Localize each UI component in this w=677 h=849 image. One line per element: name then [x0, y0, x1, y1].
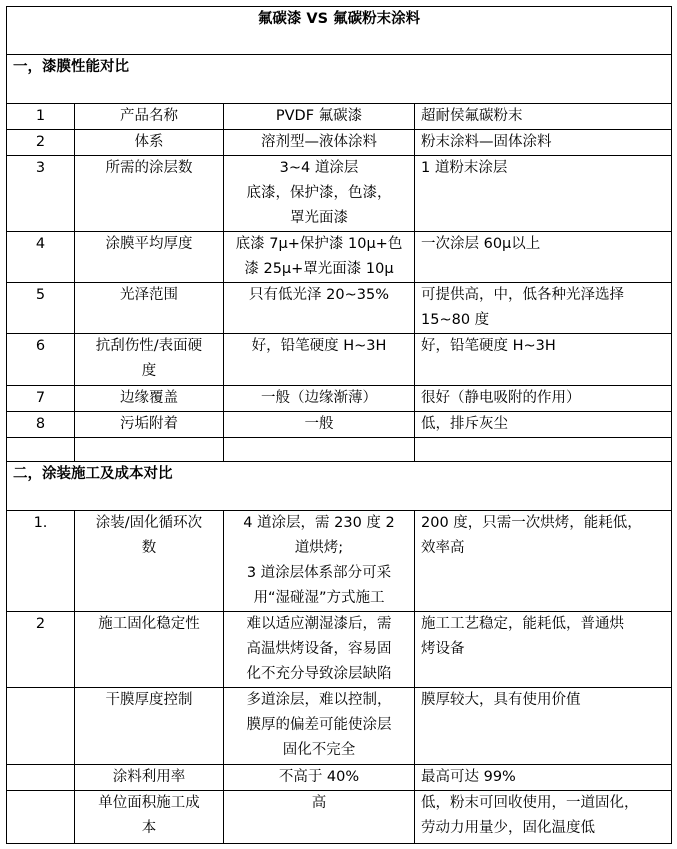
powder-value-line: 低，排斥灰尘 — [421, 416, 508, 432]
table-row — [7, 156, 672, 232]
pvdf-value-line: 3~4 道涂层 — [279, 160, 359, 176]
powder-value — [415, 438, 672, 462]
item-name-line: 涂料利用率 — [112, 769, 186, 785]
item-name — [75, 283, 224, 334]
table-row — [7, 688, 672, 765]
item-name — [75, 612, 224, 688]
pvdf-value-line: 化不充分导致涂层缺陷 — [246, 666, 392, 682]
item-name — [75, 511, 224, 612]
pvdf-value-line: 罩光面漆 — [290, 210, 348, 226]
section-heading-film-performance: 一，漆膜性能对比 — [7, 55, 672, 104]
item-name-line: 污垢附着 — [120, 416, 178, 432]
powder-value-line: 效率高 — [421, 540, 465, 556]
pvdf-value-line: 3 道涂层体系部分可采 — [246, 565, 392, 581]
table-row — [7, 130, 672, 156]
item-name — [75, 791, 224, 844]
pvdf-value — [224, 104, 415, 130]
row-number: 1. — [7, 511, 75, 612]
powder-value — [415, 156, 672, 232]
powder-value — [415, 688, 672, 765]
document-title: 氟碳漆 VS 氟碳粉末涂料 — [7, 7, 672, 55]
table-row — [7, 438, 672, 462]
section-heading-application-cost: 二，涂装施工及成本对比 — [7, 462, 672, 511]
pvdf-value-line: 道烘烤; — [294, 540, 344, 556]
row-number — [7, 688, 75, 765]
powder-value-line: 粉末涂料—固体涂料 — [421, 134, 552, 150]
table-row — [7, 612, 672, 688]
pvdf-value — [224, 765, 415, 791]
powder-value — [415, 791, 672, 844]
pvdf-value-line: 膜厚的偏差可能使涂层 — [246, 717, 392, 733]
item-name — [75, 232, 224, 283]
table-row — [7, 334, 672, 386]
powder-value — [415, 334, 672, 386]
pvdf-value-line: 多道涂层，难以控制， — [246, 692, 392, 708]
row-number: 2 — [7, 612, 75, 688]
pvdf-value — [224, 130, 415, 156]
item-name — [75, 104, 224, 130]
table-row — [7, 104, 672, 130]
table-row — [7, 511, 672, 612]
powder-value — [415, 130, 672, 156]
row-number: 6 — [7, 334, 75, 386]
item-name — [75, 688, 224, 765]
row-number: 4 — [7, 232, 75, 283]
powder-value — [415, 386, 672, 412]
powder-value-line: 一次涂层 60μ以上 — [421, 236, 541, 252]
powder-value-line: 低，粉末可回收使用，一道固化， — [421, 795, 639, 811]
pvdf-value — [224, 688, 415, 765]
powder-value-line: 好，铅笔硬度 H~3H — [421, 338, 556, 354]
row-number: 3 — [7, 156, 75, 232]
pvdf-value-line: 好，铅笔硬度 H~3H — [251, 338, 387, 354]
item-name-line: 干膜厚度控制 — [105, 692, 193, 708]
row-number: 1 — [7, 104, 75, 130]
item-name-line: 度 — [141, 363, 157, 379]
powder-value — [415, 412, 672, 438]
item-name-line: 本 — [141, 820, 157, 836]
powder-value-line: 200 度，只需一次烘烤，能耗低， — [421, 515, 642, 531]
item-name — [75, 130, 224, 156]
pvdf-value-line: 用“湿碰湿”方式施工 — [253, 590, 385, 606]
powder-value — [415, 765, 672, 791]
pvdf-value-line: 难以适应潮湿漆后，需 — [246, 616, 392, 632]
pvdf-value — [224, 386, 415, 412]
powder-value-line: 15~80 度 — [421, 312, 490, 328]
comparison-table — [6, 6, 672, 844]
powder-value-line: 很好（静电吸附的作用） — [421, 390, 581, 406]
table-row — [7, 765, 672, 791]
pvdf-value — [224, 232, 415, 283]
pvdf-value-line: 底漆，保护漆，色漆， — [246, 185, 392, 201]
powder-value-line: 1 道粉末涂层 — [421, 160, 508, 176]
item-name-line: 涂装/固化循环次 — [95, 515, 203, 531]
pvdf-value-line: PVDF 氟碳漆 — [275, 108, 363, 124]
item-name — [75, 438, 224, 462]
table-row — [7, 232, 672, 283]
pvdf-value-line: 一般 — [304, 416, 334, 432]
table-row — [7, 412, 672, 438]
powder-value-line: 膜厚较大，具有使用价值 — [421, 692, 581, 708]
item-name-line: 抗刮伤性/表面硬 — [95, 338, 203, 354]
powder-value-line: 最高可达 99% — [421, 769, 516, 785]
item-name — [75, 156, 224, 232]
powder-value-line: 烤设备 — [421, 641, 465, 657]
pvdf-value — [224, 334, 415, 386]
pvdf-value-line: 漆 25μ+罩光面漆 10μ — [244, 261, 394, 277]
pvdf-value — [224, 156, 415, 232]
item-name-line: 光泽范围 — [120, 287, 178, 303]
powder-value-line: 可提供高，中，低各种光泽选择 — [421, 287, 624, 303]
pvdf-value-line: 一般（边缘渐薄） — [261, 390, 377, 406]
row-number: 5 — [7, 283, 75, 334]
powder-value — [415, 283, 672, 334]
table-row — [7, 386, 672, 412]
pvdf-value — [224, 283, 415, 334]
pvdf-value — [224, 438, 415, 462]
row-number — [7, 765, 75, 791]
powder-value-line: 超耐侯氟碳粉末 — [421, 108, 523, 124]
row-number: 2 — [7, 130, 75, 156]
pvdf-value — [224, 612, 415, 688]
powder-value — [415, 612, 672, 688]
item-name-line: 施工固化稳定性 — [98, 616, 200, 632]
item-name-line: 涂膜平均厚度 — [105, 236, 193, 252]
item-name — [75, 386, 224, 412]
item-name-line: 体系 — [134, 134, 164, 150]
powder-value — [415, 104, 672, 130]
pvdf-value-line: 4 道涂层，需 230 度 2 — [243, 515, 395, 531]
pvdf-value — [224, 412, 415, 438]
pvdf-value — [224, 511, 415, 612]
row-number: 7 — [7, 386, 75, 412]
item-name-line: 数 — [141, 540, 157, 556]
pvdf-value-line: 底漆 7μ+保护漆 10μ+色 — [235, 236, 403, 252]
pvdf-value-line: 只有低光泽 20~35% — [249, 287, 389, 303]
pvdf-value-line: 固化不完全 — [282, 742, 356, 758]
table-row — [7, 791, 672, 844]
powder-value-line: 劳动力用量少，固化温度低 — [421, 820, 595, 836]
item-name-line: 产品名称 — [120, 108, 178, 124]
pvdf-value-line: 不高于 40% — [278, 769, 360, 785]
item-name-line: 边缘覆盖 — [120, 390, 178, 406]
item-name — [75, 334, 224, 386]
pvdf-value-line: 溶剂型—液体涂料 — [261, 134, 377, 150]
row-number — [7, 791, 75, 844]
pvdf-value-line: 高温烘烤设备，容易固 — [246, 641, 392, 657]
item-name-line: 所需的涂层数 — [105, 160, 193, 176]
row-number — [7, 438, 75, 462]
powder-value — [415, 232, 672, 283]
item-name — [75, 765, 224, 791]
item-name — [75, 412, 224, 438]
table-row — [7, 283, 672, 334]
row-number: 8 — [7, 412, 75, 438]
item-name-line: 单位面积施工成 — [98, 795, 200, 811]
pvdf-value-line: 高 — [311, 795, 327, 811]
powder-value-line: 施工工艺稳定，能耗低，普通烘 — [421, 616, 624, 632]
powder-value — [415, 511, 672, 612]
pvdf-value — [224, 791, 415, 844]
